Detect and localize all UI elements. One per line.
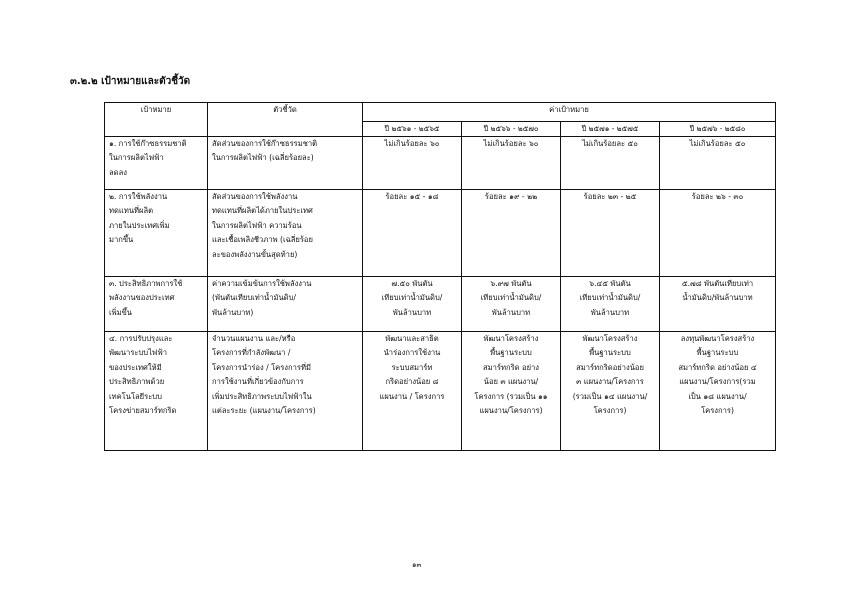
cell-line: เป็น ๑๘ แผนงาน/ (688, 391, 747, 401)
target-cell (660, 332, 776, 451)
indicator-cell (208, 137, 363, 190)
cell-line: ในการผลิตไฟฟ้า (เฉลี่ยร้อยละ) (212, 153, 314, 163)
cell-line: ๒. การใช้พลังงาน (109, 192, 168, 202)
cell-line: พัฒนาโครงสร้าง (483, 334, 539, 344)
goal-cell (105, 190, 208, 277)
cell-line: ๔. การปรับปรุงและ (109, 334, 173, 344)
cell-line: ไม่เกินร้อยละ ๖๐ (384, 139, 440, 149)
target-cell (660, 190, 776, 277)
cell-line: การใช้งานที่เกี่ยวข้องกับการ (212, 377, 304, 387)
cell-line: โครงการ (รวมเป็น ๑๑ (474, 391, 548, 401)
cell-line: ร้อยละ ๑๕ - ๑๘ (385, 192, 439, 202)
header-indicator: ตัวชี้วัด (208, 103, 363, 137)
target-cell (462, 332, 561, 451)
target-cell (561, 137, 660, 190)
cell-line: น้อย ๓ แผนงาน/ (483, 377, 539, 387)
cell-line: สัดส่วนของการใช้พลังงาน (212, 192, 298, 202)
cell-line: โครงการ) (701, 406, 734, 416)
header-year-4: ปี ๒๕๗๖ - ๒๕๘๐ (660, 122, 776, 137)
cell-line: (พันตันเทียบเท่าน้ำมันดิบ/ (212, 293, 296, 303)
cell-line: ทดแทนที่ผลิตได้ภายในประเทศ (212, 206, 313, 216)
cell-line: แต่ละระยะ (แผนงาน/โครงการ) (212, 406, 316, 416)
cell-line: แผนงาน/โครงการ) (479, 406, 543, 416)
target-cell (462, 277, 561, 332)
target-cell (660, 137, 776, 190)
cell-line: ประสิทธิภาพด้วย (109, 377, 165, 387)
cell-line: ไม่เกินร้อยละ ๕๐ (689, 139, 746, 149)
cell-line: โครงการ) (593, 406, 627, 416)
cell-line: เทียบเท่าน้ำมันดิบ/ (381, 293, 443, 303)
cell-line: ร้อยละ ๒๓ - ๒๕ (583, 192, 637, 202)
cell-line: ๗.๕๐ พันตัน (391, 279, 433, 289)
cell-line: โครงข่ายสมาร์ทกริด (109, 406, 177, 416)
target-cell (462, 137, 561, 190)
header-target: ค่าเป้าหมาย (363, 103, 776, 122)
header-year-1: ปี ๒๕๖๑ - ๒๕๖๕ (363, 122, 462, 137)
cell-line: พันล้านบาท (392, 307, 432, 317)
cell-line: ๖.๔๕ พันตัน (589, 279, 631, 289)
cell-line: ๓ แผนงาน/โครงการ (576, 377, 644, 387)
cell-line: ร้อยละ ๒๖ - ๓๐ (691, 192, 744, 202)
cell-line: เทียบเท่าน้ำมันดิบ/ (579, 293, 641, 303)
target-cell (363, 190, 462, 277)
cell-line: พัฒนาโครงสร้าง (582, 334, 638, 344)
cell-line: มากขึ้น (109, 235, 134, 245)
cell-line: เพิ่มขึ้น (109, 307, 132, 317)
table-row (105, 190, 776, 277)
cell-line: พื้นฐานระบบ (696, 348, 739, 358)
indicator-cell (208, 332, 363, 451)
goal-cell (105, 137, 208, 190)
cell-line: ทดแทนที่ผลิต (109, 206, 154, 216)
cell-line: พันล้านบาท (590, 307, 630, 317)
cell-line: ละของพลังงานขั้นสุดท้าย) (212, 249, 298, 259)
cell-line: ภายในประเทศเพิ่ม (109, 220, 170, 230)
target-cell (363, 332, 462, 451)
goal-cell (105, 332, 208, 451)
cell-line: เทคโนโลยีระบบ (109, 391, 162, 401)
cell-line: ร้อยละ ๑๙ - ๒๒ (484, 192, 538, 202)
cell-line: สมาร์ทกริด อย่างน้อย ๔ (678, 362, 757, 372)
cell-line: น้ำมันดิบ/พันล้านบาท (682, 293, 753, 303)
cell-line: ๖.๙๗ พันตัน (490, 279, 532, 289)
cell-line: แผนงาน / โครงการ (379, 391, 445, 401)
targets-table (104, 102, 776, 451)
cell-line: ในการผลิตไฟฟ้า (109, 153, 164, 163)
cell-line: และเชื้อเพลิงชีวภาพ (เฉลี่ยร้อย (212, 235, 313, 245)
cell-line: ลดลง (109, 167, 127, 177)
cell-line: ค่าความเข้มข้นการใช้พลังงาน (212, 279, 312, 289)
cell-line: นำร่องการใช้งาน (383, 348, 441, 358)
cell-line: ระบบสมาร์ท (391, 362, 433, 372)
cell-line: ไม่เกินร้อยละ ๖๐ (483, 139, 539, 149)
table-row (105, 277, 776, 332)
cell-line: โครงการนำร่อง / โครงการที่มี (212, 362, 311, 372)
cell-line: พลังงานของประเทศ (109, 293, 175, 303)
cell-line: สมาร์ทกริดอย่างน้อย (576, 362, 644, 372)
indicator-cell (208, 190, 363, 277)
cell-line: พัฒนาระบบไฟฟ้า (109, 348, 167, 358)
cell-line: พันล้านบาท) (212, 307, 254, 317)
cell-line: เทียบเท่าน้ำมันดิบ/ (480, 293, 542, 303)
cell-line: ๕.๗๘ พันตันเทียบเท่า (681, 279, 754, 289)
goal-cell (105, 277, 208, 332)
target-cell (561, 277, 660, 332)
cell-line: (รวมเป็น ๑๔ แผนงาน/ (572, 391, 648, 401)
header-goal: เป้าหมาย (105, 103, 208, 137)
target-cell (561, 332, 660, 451)
cell-line: พัฒนาและสาธิต (385, 334, 439, 344)
cell-line: สัดส่วนของการใช้ก๊าซธรรมชาติ (212, 139, 318, 149)
cell-line: ๓. ประสิทธิภาพการใช้ (109, 279, 183, 289)
target-cell (561, 190, 660, 277)
cell-line: พื้นฐานระบบ (589, 348, 631, 358)
cell-line: สมาร์ทกริด อย่าง (483, 362, 539, 372)
target-cell (363, 277, 462, 332)
header-year-3: ปี ๒๕๗๑ - ๒๕๗๕ (561, 122, 660, 137)
cell-line: เพิ่มประสิทธิภาพระบบไฟฟ้าใน (212, 391, 312, 401)
cell-line: ๑. การใช้ก๊าซธรรมชาติ (109, 139, 187, 149)
cell-line: กริดอย่างน้อย ๘ (385, 377, 439, 387)
cell-line: แผนงาน/โครงการ(รวม (679, 377, 756, 387)
page-number: ๑๓ (412, 561, 422, 569)
table-row (105, 137, 776, 190)
header-year-2: ปี ๒๕๖๖ - ๒๕๗๐ (462, 122, 561, 137)
cell-line: ลงทุนพัฒนาโครงสร้าง (680, 334, 755, 344)
cell-line: ของประเทศให้มี (109, 362, 162, 372)
target-cell (462, 190, 561, 277)
cell-line: ไม่เกินร้อยละ ๕๐ (582, 139, 638, 149)
cell-line: จำนวนแผนงาน และ/หรือ (212, 334, 296, 344)
indicator-cell (208, 277, 363, 332)
cell-line: โครงการที่กำลังพัฒนา / (212, 348, 291, 358)
target-cell (363, 137, 462, 190)
cell-line: พื้นฐานระบบ (490, 348, 532, 358)
table-row (105, 332, 776, 451)
target-cell (660, 277, 776, 332)
cell-line: พันล้านบาท (491, 307, 531, 317)
cell-line: ในการผลิตไฟฟ้า ความร้อน (212, 220, 302, 230)
section-heading: ๓.๒.๒ เป้าหมายและตัวชี้วัด (70, 76, 191, 87)
